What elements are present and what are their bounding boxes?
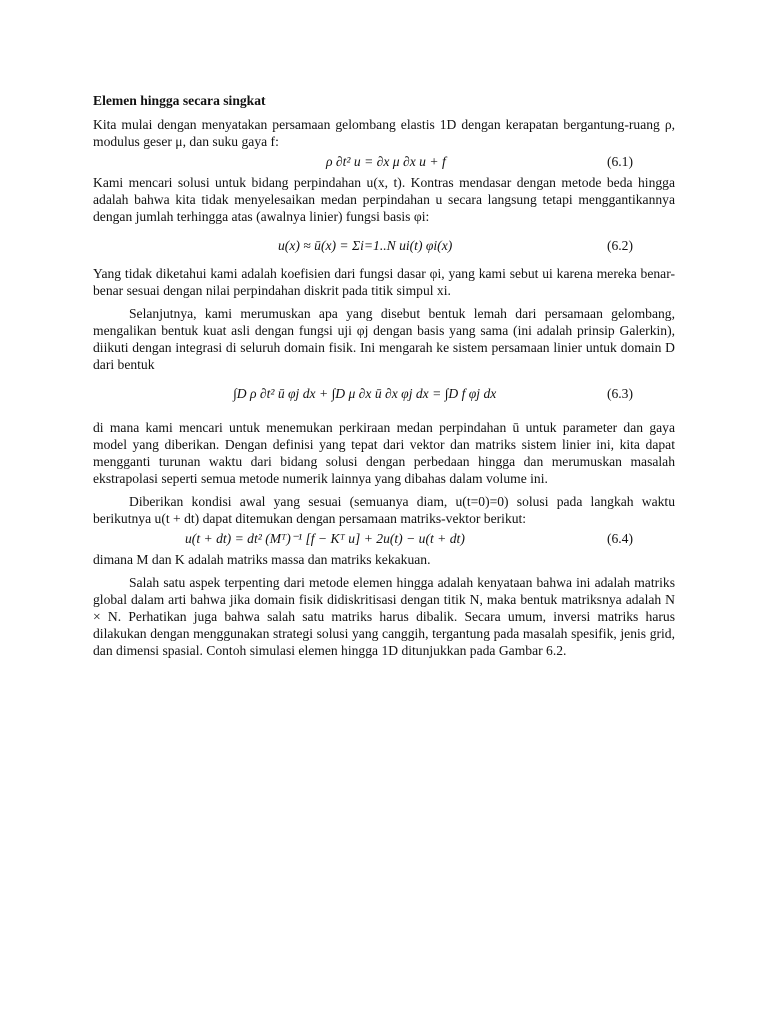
equation-6-4 (93, 527, 675, 551)
equation-6-1 (93, 150, 675, 174)
paragraph-8: Salah satu aspek terpenting dari metode elemen hingga adalah kenyataan bahwa ini adalah matriks global dalam arti bahwa jika domain fisik didiskritisasi dengan titik N, maka bentuk matriksnya adalah N × N. Perhatikan juga bahwa salah satu matriks harus dibalik. Secara umum, inversi matriks harus dilakukan dengan menggunakan strategi solusi yang canggih, tergantung pada masalah spesifik, jenis grid, dan dimensi spasial. Contoh simulasi elemen hingga 1D ditunjukkan pada Gambar 6.2. (93, 575, 675, 658)
equation-6-1-number: (6.1) (606, 154, 633, 169)
equation-6-2-number: (6.2) (606, 238, 633, 253)
document-page (93, 92, 675, 659)
paragraph-4: Selanjutnya, kami merumuskan apa yang disebut bentuk lemah dari persamaan gelombang, mengalikan bentuk kuat asli dengan fungsi uji φj dengan basis yang sama (ini adalah prinsip Galerkin), diikuti dengan integrasi di seluruh domain fisik. Ini mengarah ke sistem persamaan linier untuk domain D dari bentuk (93, 306, 675, 372)
equation-6-4-number: (6.4) (606, 531, 633, 546)
section-heading: Elemen hingga secara singkat (93, 93, 266, 108)
paragraph-3: Yang tidak diketahui kami adalah koefisien dari fungsi dasar φi, yang kami sebut ui karena mereka benar-benar sesuai dengan nilai perpindahan diskrit pada titik simpul xi. (93, 266, 675, 298)
paragraph-6: Diberikan kondisi awal yang sesuai (semuanya diam, u(t=0)=0) solusi pada langkah waktu berikutnya u(t + dt) dapat ditemukan dengan persamaan matriks-vektor berikut: (93, 494, 675, 526)
equation-6-2-expr: u(x) ≈ ū(x) = Σi=1..N ui(t) φi(x) (278, 238, 453, 253)
equation-6-1-expr: ρ ∂t² u = ∂x μ ∂x u + f (326, 154, 446, 169)
equation-6-3-expr: ∫D ρ ∂t² ū φj dx + ∫D μ ∂x ū ∂x φj dx = ∫D f φj dx (233, 386, 497, 401)
paragraph-5: di mana kami mencari untuk menemukan perkiraan medan perpindahan ū untuk parameter dan gaya model yang diberikan. Dengan definisi yang tepat dari vektor dan matriks sistem linier ini, kita dapat mengganti turunan waktu dari bidang solusi dengan perbedaan hingga dan merumuskan masalah ekstrapolasi seperti semua metode numerik lainnya yang dibahas dalam volume ini. (93, 420, 675, 486)
paragraph-7: dimana M dan K adalah matriks massa dan matriks kekakuan. (93, 552, 431, 567)
paragraph-1: Kita mulai dengan menyatakan persamaan gelombang elastis 1D dengan kerapatan bergantung-ruang ρ, modulus geser μ, dan suku gaya f: (93, 117, 675, 149)
equation-6-4-expr: u(t + dt) = dt² (Mᵀ)⁻¹ [f − Kᵀ u] + 2u(t) − u(t + dt) (185, 531, 465, 546)
equation-6-3 (93, 373, 675, 419)
paragraph-2: Kami mencari solusi untuk bidang perpindahan u(x, t). Kontras mendasar dengan metode beda hingga adalah bahwa kita tidak menyelesaikan medan perpindahan u secara langsung tetapi menggantikannya dengan jumlah terhingga atas (awalnya linier) fungsi basis φi: (93, 175, 675, 224)
equation-6-2 (93, 225, 675, 265)
equation-6-3-number: (6.3) (606, 386, 633, 401)
